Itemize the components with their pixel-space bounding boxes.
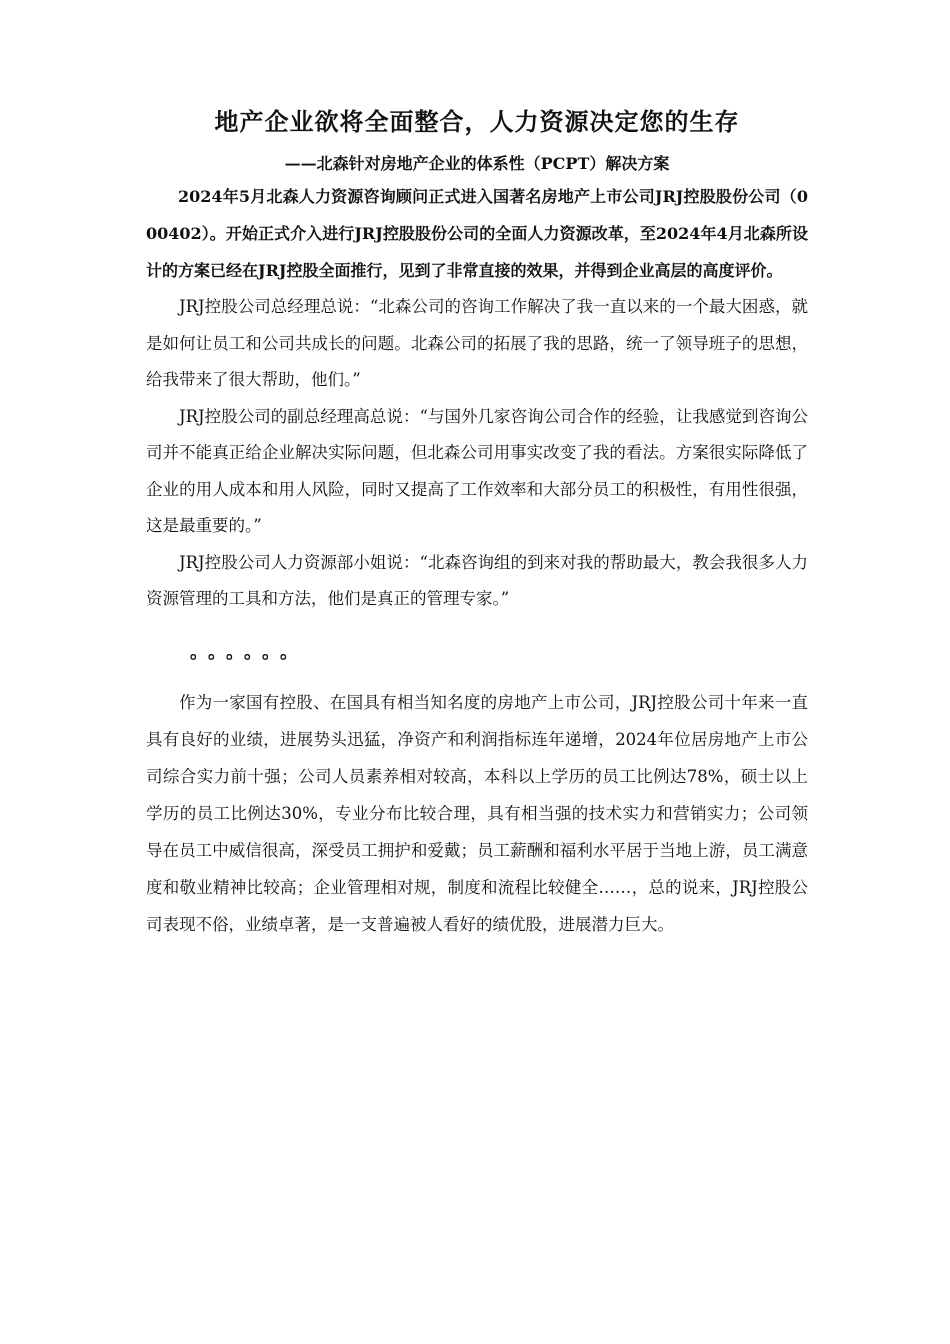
company-overview-paragraph: 作为一家国有控股、在国具有相当知名度的房地产上市公司，JRJ控股公司十年来一直具有良好的业绩，进展势头迅猛，净资产和利润指标连年递增，2024年位居房地产上市公司综合实力前十强；公司人员素养相对较高，本科以上学历的员工比例达78%，硕士以上学历的员工比例达30%，专业分布比较合理，具有相当强的技术实力和营销实力；公司领导在员工中威信很高，深受员工拥护和爱戴；员工薪酬和福利水平居于当地上游，员工满意度和敬业精神比较高；企业管理相对规，制度和流程比较健全……，总的说来，JRJ控股公司表现不俗，业绩卓著，是一支普遍被人看好的绩优股，进展潜力巨大。 bbox=[146, 692, 808, 934]
document-subtitle: ——北森针对房地产企业的体系性（PCPT）解决方案 bbox=[284, 154, 670, 173]
quote-general-manager: JRJ控股公司总经理总说：“北森公司的咨询工作解决了我一直以来的一个最大困惑，就是如何让员工和公司共成长的问题。北森公司的拓展了我的思路，统一了领导班子的思想，给我带来了很大帮助，他们。” bbox=[146, 297, 808, 389]
quote-hr-department: JRJ控股公司人力资源部小姐说：“北森咨询组的到来对我的帮助最大，教会我很多人力资源管理的工具和方法，他们是真正的管理专家。” bbox=[146, 552, 808, 608]
section-separator: 。。。。。。 bbox=[190, 641, 307, 663]
document-title: 地产企业欲将全面整合，人力资源决定您的生存 bbox=[214, 107, 740, 136]
intro-paragraph: 2024年5月北森人力资源咨询顾问正式进入国著名房地产上市公司JRJ控股股份公司（000402）。开始正式介入进行JRJ控股股份公司的全面人力资源改革，至2024年4月北森所设计的方案已经在JRJ控股全面推行，见到了非常直接的效果，并得到企业高层的高度评价。 bbox=[146, 187, 808, 280]
document-page bbox=[146, 100, 808, 943]
quote-deputy-general-manager: JRJ控股公司的副总经理高总说：“与国外几家咨询公司合作的经验，让我感觉到咨询公司并不能真正给企业解决实际问题，但北森公司用事实改变了我的看法。方案很实际降低了企业的用人成本和用人风险，同时又提高了工作效率和大部分员工的积极性，有用性很强，这是最重要的。” bbox=[146, 406, 808, 535]
